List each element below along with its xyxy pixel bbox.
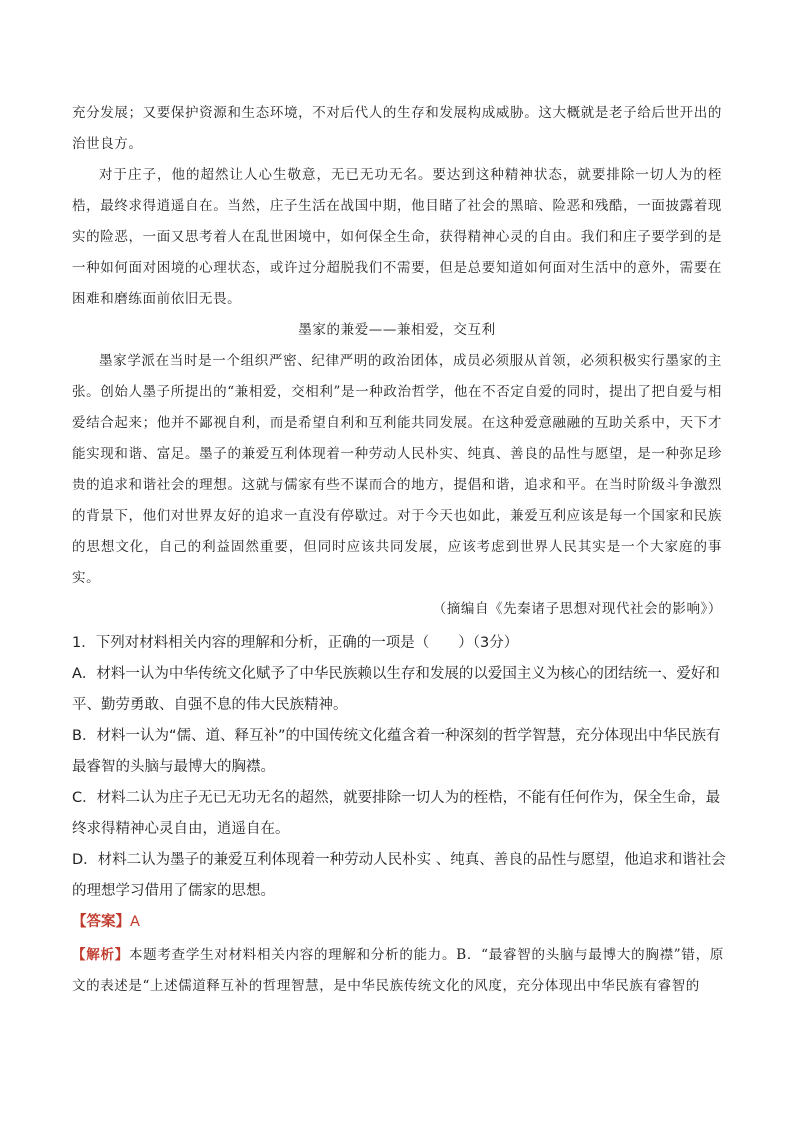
analysis-label: 【解析】 xyxy=(72,947,129,963)
option-a: A．材料一认为中华传统文化赋予了中华民族赖以生存和发展的以爱国主义为核心的团结统一、爱好和平、勤劳勇敢、自强不息的伟大民族精神。 xyxy=(72,666,720,713)
passage-paragraph-1: 充分发展；又要保护资源和生态环境，不对后代人的生存和发展构成威胁。这大概就是老子给后世开出的治世良方。 xyxy=(72,105,722,152)
answer-label: 【答案】 xyxy=(72,914,130,930)
analysis-block xyxy=(72,940,724,1002)
option-b: B．材料一认为“儒、道、释互补”的中国传统文化蕴含着一种深刻的哲学智慧，充分体现出中华民族有最睿智的头脑与最博大的胸襟。 xyxy=(72,728,721,775)
section-heading: 墨家的兼爱——兼相爱，交互利 xyxy=(298,322,496,338)
analysis-text: 本题考查学生对材料相关内容的理解和分析的能力。B．“最睿智的头脑与最博大的胸襟”错，原文的表述是“上述儒道释互补的哲理智慧，是中华民族传统文化的风度，充分体现出中华民族有睿智的 xyxy=(72,947,724,994)
passage-paragraph-2: 对于庄子，他的超然让人心生敬意，无已无功无名。要达到这种精神状态，就要排除一切人为的桎梏，最终求得逍遥自在。当然，庄子生活在战国中期，他目睹了社会的黑暗、险恶和残酷，一面披露着现实的险恶，一面又思考着人在乱世困境中，如何保全生命，获得精神心灵的自由。我们和庄子要学到的是一种如何面对困境的心理状态，或许过分超脱我们不需要，但是总要知道如何面对生活中的意外，需要在困难和磨练面前依旧无畏。 xyxy=(72,167,722,307)
question-stem: 1．下列对材料相关内容的理解和分析，正确的一项是（ ）（3分） xyxy=(72,635,519,651)
answer-value: A xyxy=(130,914,140,930)
source-citation: （摘编自《先秦诸子思想对现代社会的影响》） xyxy=(432,601,722,617)
answer-line xyxy=(72,907,732,938)
option-c: C．材料二认为庄子无已无功无名的超然，就要排除一切人为的桎梏，不能有任何作为，保全生命，最终求得精神心灵自由，逍遥自在。 xyxy=(72,790,721,837)
passage-paragraph-3: 墨家学派在当时是一个组织严密、纪律严明的政治团体，成员必须服从首领，必须积极实行墨家的主张。创始人墨子所提出的“兼相爱，交相利”是一种政治哲学，他在不否定自爱的同时，提出了把自爱与相爱结合起来；他并不鄙视自利，而是希望自利和互利能共同发展。在这种爱意融融的互助关系中，天下才能实现和谐、富足。墨子的兼爱互利体现着一种劳动人民朴实、纯真、善良的品性与愿望，是一种弥足珍贵的追求和谐社会的理想。这就与儒家有些不谋而合的地方，提倡和谐，追求和平。在当时阶级斗争激烈的背景下，他们对世界友好的追求一直没有停歇过。对于今天也如此，兼爱互利应该是每一个国家和民族的思想文化，自己的利益固然重要，但同时应该共同发展，应该考虑到世界人民其实是一个大家庭的事实。 xyxy=(72,353,722,586)
option-d: D．材料二认为墨子的兼爱互利体现着一种劳动人民朴实 、纯真、善良的品性与愿望，他追求和谐社会的理想学习借用了儒家的思想。 xyxy=(72,852,726,899)
